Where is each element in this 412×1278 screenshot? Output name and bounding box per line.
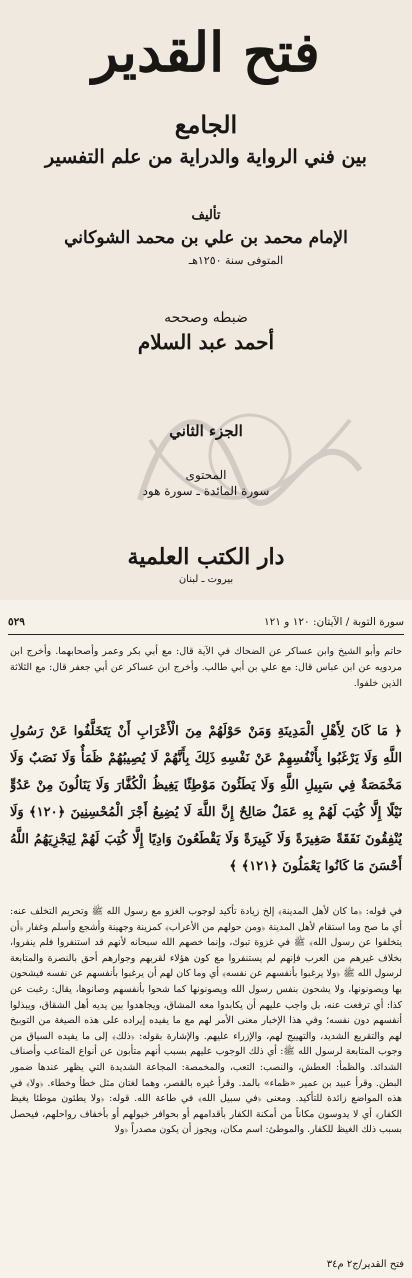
page-footer: فتح القدير/ج٢ م٣٤ [326, 1259, 404, 1270]
page-header [8, 614, 404, 635]
publisher-logo: دار الكتب العلمية [127, 544, 285, 570]
contents-value: سورة المائدة ـ سورة هود [142, 484, 270, 498]
decorative-calligraphy-watermark [130, 380, 370, 530]
book-subtitle: بين فني الرواية والدراية من علم التفسير [45, 146, 367, 168]
publisher-city: بيروت ـ لبنان [178, 574, 234, 585]
book-title: فتح القدير [92, 20, 320, 84]
volume-label: الجزء الثاني [169, 422, 243, 440]
book-subtitle-jami: الجامع [174, 110, 238, 139]
title-page [0, 0, 412, 600]
quran-verses: ﴿ مَا كَانَ لِأَهْلِ الْمَدِينَةِ وَمَنْ حَوْلَهُمْ مِنَ الْأَعْرَابِ أَنْ يَتَخَلَّفُوا عَنْ رَسُولِ اللَّهِ وَلَا يَرْغَبُوا بِأَنْفُسِهِمْ عَنْ نَفْسِهِ ذَلِكَ بِأَنَّهُمْ لَا يُصِيبُهُمْ ظَمَأٌ وَلَا نَصَبٌ وَلَا مَخْمَصَةٌ فِي سَبِيلِ اللَّهِ وَلَا يَطَئُونَ مَوْطِئًا يَغِيظُ الْكُفَّارَ وَلَا يَنَالُونَ مِنْ عَدُوٍّ نَيْلًا إِلَّا كُتِبَ لَهُمْ بِهِ عَمَلٌ صَالِحٌ إِنَّ اللَّهَ لَا يُضِيعُ أَجْرَ الْمُحْسِنِينَ ﴿١٢٠﴾ وَلَا يُنْفِقُونَ نَفَقَةً صَغِيرَةً وَلَا كَبِيرَةً وَلَا يَقْطَعُونَ وَادِيًا إِلَّا كُتِبَ لَهُمْ لِيَجْزِيَهُمُ اللَّهُ أَحْسَنَ مَا كَانُوا يَعْمَلُونَ ﴿١٢١﴾ ﴾ [10, 724, 402, 874]
running-header: سورة التوبة / الآيتان: ١٢٠ و ١٢١ [264, 616, 404, 628]
author-death-date: المتوفى سنة ١٢٥٠هـ [188, 254, 284, 267]
authorship-label: تأليف [191, 208, 221, 223]
author-name: الإمام محمد بن علي بن محمد الشوكاني [64, 228, 348, 248]
paragraph-commentary: في قوله: ﴿ما كان لأهل المدينة﴾ إلخ زيادة تأكيد لوجوب الغزو مع رسول الله ﷺ وتحريم التخلف عنه: أي ما صح وما استقام لأهل المدينة ﴿ومن حولهم من الأعراب﴾ كمزينة وجهينة وأشجع وأسلم وغفار ﴿أن يتخلفوا عن رسول الله﴾ ﷺ في غزوة تبوك، وإنما خصهم الله سبحانه لأنهم قد استنفروا فلم ينفروا، بخلاف غيرهم من العرب فإنهم لم يستنفروا مع كون هؤلاء لقربهم وجوارهم أحق بالنصرة والمتابعة لرسول الله ﷺ ﴿ولا يرغبوا بأنفسهم عن نفسه﴾ أي وما كان لهم أن يرغبوا بأنفسهم عن نفسه فيشحون بها ويصونونها، ولا يشحون بنفس رسول الله ويصونونها كما شحوا بأنفسهم وصانوها، يقال: رغبت عن كذا: أي ترفعت عنه، بل واجب عليهم أن يكابدوا معه المشاق، ويجاهدوا بين يديه أهل الشقاق، ويبذلوا أنفسهم دون نفسه؛ وفي هذا الإخبار معنى الأمر لهم مع ما يفيده إيراده على هذه الصيغة من التوبيخ لهم والتقريع الشديد، والتهييج لهم، والإزراء عليهم. والإشارة بقوله: ﴿ذلك﴾ إلى ما يفيده السياق من وجوب المتابعة لرسول الله ﷺ: أي ذلك الوجوب عليهم بسبب أنهم متأبون عن أنواع المتاعب وأصناف الشدائد. والظمأ: العطش، والنصب: التعب، والمخمصة: المجاعة الشديدة التي يظهر عندها ضمور البطن. وقرأ عبيد بن عمير «ظماء» بالمد. وقرأ غيره بالقصر، وهما لغتان مثل خطأ وخطاء. ﴿ولا﴾ في هذه المواضع زائدة للتأكيد. ومعنى ﴿في سبيل الله﴾ في طاعة الله. قوله: ﴿ولا يطئون موطئا يغيظ الكفار﴾ أي لا يدوسون مكاناً من أمكنة الكفار بأقدامهم أو بحوافر خيولهم أو بأخفاف رواحلهم، فيحصل بسبب ذلك الغيظ للكفار. والموطئ: اسم مكان، ويجوز أن يكون مصدراً ﴿ولا [10, 906, 402, 1136]
editor-label: ضبطه وصححه [164, 310, 248, 326]
contents-label: المحتوى [185, 468, 227, 482]
page-number: ٥٢٩ [8, 616, 25, 628]
paragraph-intro: حاتم وأبو الشيخ وابن عساكر عن الضحاك في الآية قال: مع أبي بكر وعمر وأصحابهما. وأخرج ابن مردويه عن ابن عباس قال: مع علي بن أبي طالب. وأخرج ابن عساكر عن أبي جعفر قال: مع الثلاثة الذين خلفوا. [10, 646, 402, 689]
text-page [0, 600, 412, 1278]
editor-name: أحمد عبد السلام [137, 330, 275, 354]
